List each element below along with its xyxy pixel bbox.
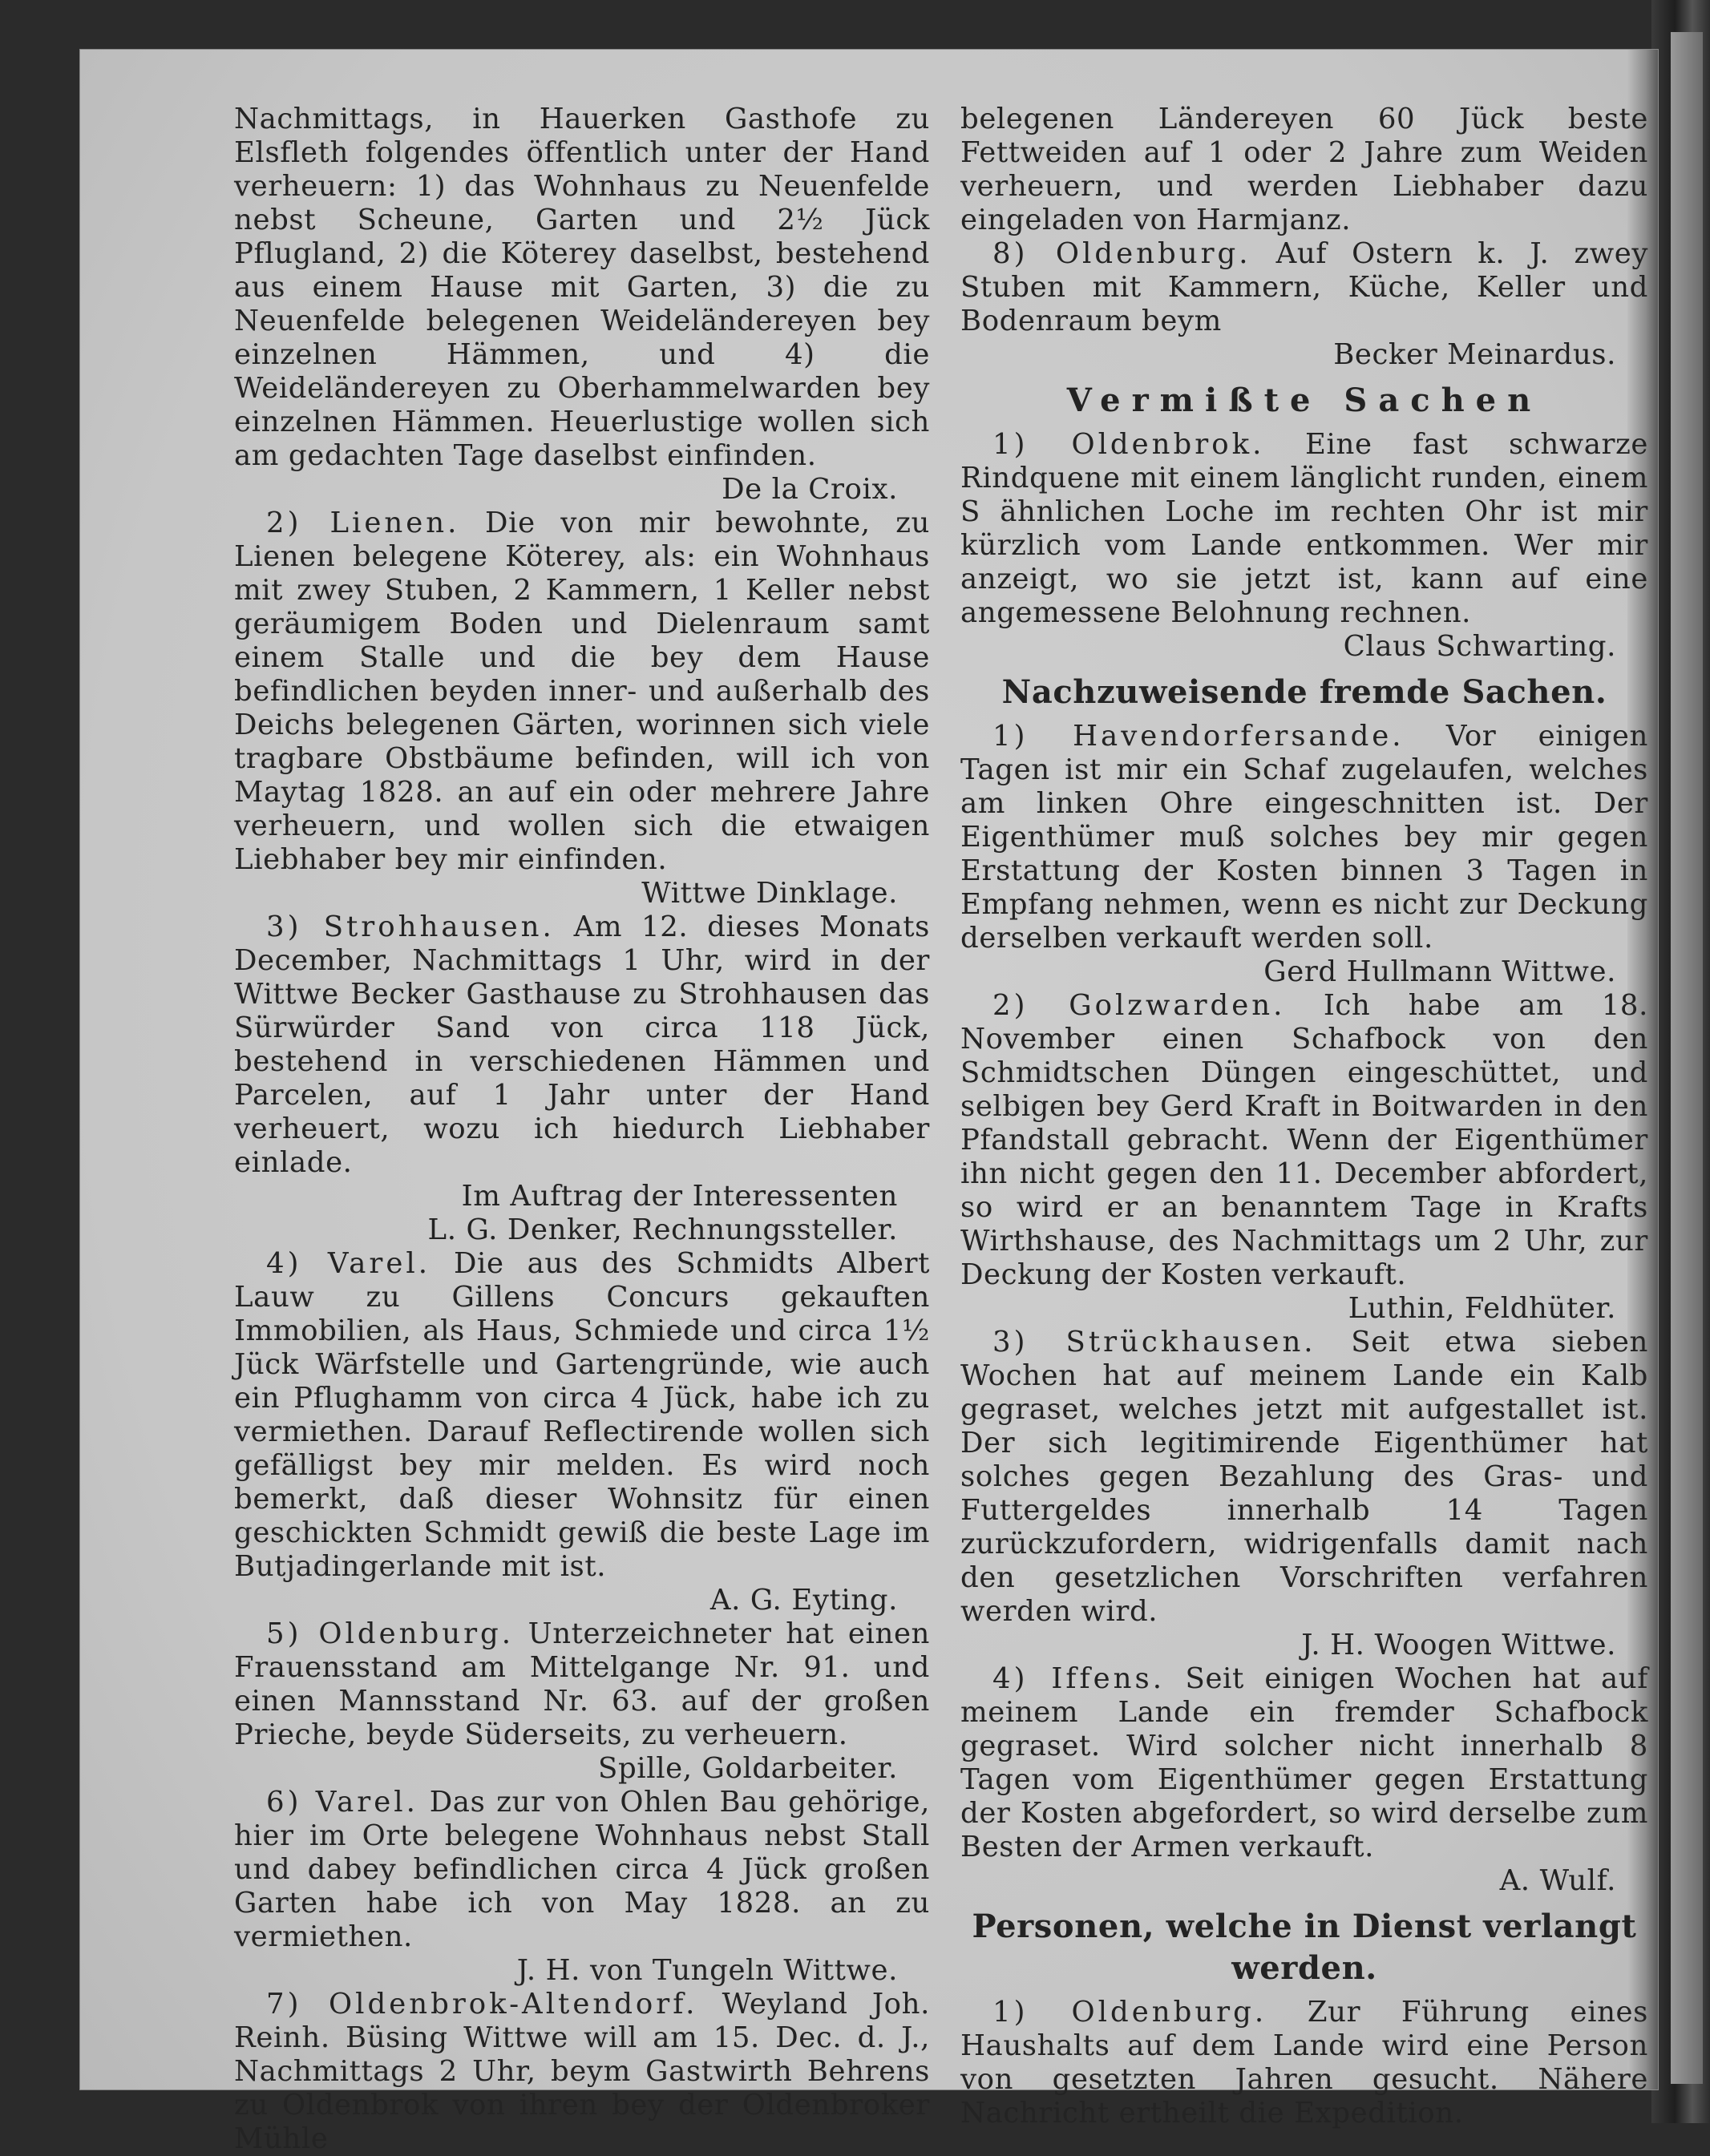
signature: Luthin, Feldhüter. xyxy=(1348,1292,1616,1325)
right-column xyxy=(960,103,1648,2130)
paragraph-text: Seit etwa sieben Wochen hat auf meinem Lande ein Kalb gegraset, welches jetzt mit aufgestallet ist. Der sich legitimirende Eigenthümer hat solches gegen Bezahlung des Gras- und Futtergeldes innerhalb 14 Tagen zurückzufordern, widrigenfalls damit nach den gesetzlichen Vorschriften verfahren werden wird. xyxy=(960,1326,1648,1628)
notice-paragraph xyxy=(234,507,930,877)
notice-paragraph xyxy=(960,720,1648,955)
paragraph-text: Ich habe am 18. November einen Schafbock von den Schmidtschen Düngen eingeschüttet, und selbigen bey Gerd Kraft in Boitwarden in den Pfandstall gebracht. Wenn der Eigenthümer ihn nicht gegen den 11. December abfordert, so wird er an benanntem Tage in Krafts Wirthshause, des Nachmittags um 2 Uhr, zur Deckung der Kosten verkauft. xyxy=(960,989,1648,1291)
paragraph-text: Weyland Joh. Reinh. Büsing Wittwe will am 15. Dec. d. J., Nachmittags 2 Uhr, beym Gastwirth Behrens zu Oldenbrok von ihren bey der Oldenbroker Mühle xyxy=(234,1988,930,2155)
place-name: 3) Strückhausen. xyxy=(992,1326,1316,1359)
signature: Im Auftrag der Interessenten xyxy=(461,1180,898,1213)
place-name: 1) Havendorfersande. xyxy=(992,720,1405,753)
notice-paragraph xyxy=(960,428,1648,630)
signature: J. H. Woogen Wittwe. xyxy=(1301,1629,1616,1661)
signature: Gerd Hullmann Wittwe. xyxy=(1263,955,1616,988)
signature: Wittwe Dinklage. xyxy=(641,877,898,910)
paragraph-text: Die von mir bewohnte, zu Lienen belegene Köterey, als: ein Wohnhaus mit zwey Stuben, 2 Kammern, 1 Keller nebst geräumigem Boden und Dielenraum samt einem Stalle und die bey dem Hause befindlichen beyden inner- und außerhalb des Deichs belegenen Gärten, worinnen sich viele tragbare Obstbäume befinden, will ich von Maytag 1828. an auf ein oder mehrere Jahre verheuern, und wollen sich die etwaigen Liebhaber bey mir einfinden. xyxy=(234,507,930,876)
left-column xyxy=(234,103,930,2156)
notice-paragraph xyxy=(960,1662,1648,1864)
notice-paragraph xyxy=(234,910,930,1180)
notice-paragraph xyxy=(234,103,930,473)
signature: De la Croix. xyxy=(722,473,898,506)
place-name: 1) Oldenbrok. xyxy=(992,428,1265,461)
notice-paragraph xyxy=(960,1996,1648,2130)
next-page-edge xyxy=(1671,32,1703,2084)
place-name: 3) Strohhausen. xyxy=(266,910,555,943)
paragraph-text: Zur Führung eines Haushalts auf dem Lande wird eine Person von gesetzten Jahren gesucht. Nähere Nachricht ertheilt die Expedition. xyxy=(960,1996,1648,2130)
section-heading: Personen, welche in Dienst verlangt werden. xyxy=(972,1908,1637,1987)
notice-paragraph xyxy=(960,103,1648,237)
signature: Spille, Goldarbeiter. xyxy=(598,1752,898,1785)
signature: Becker Meinardus. xyxy=(1333,338,1616,371)
section-heading: Vermißte Sachen xyxy=(1066,382,1542,419)
place-name: 2) Golzwarden. xyxy=(992,989,1286,1022)
signature: A. G. Eyting. xyxy=(709,1584,898,1617)
notice-paragraph xyxy=(960,1326,1648,1629)
notice-paragraph xyxy=(960,989,1648,1292)
place-name: 1) Oldenburg. xyxy=(992,1996,1267,2029)
notice-paragraph xyxy=(234,1786,930,1954)
paragraph-text: Seit einigen Wochen hat auf meinem Lande ein fremder Schafbock gegraset. Wird solcher nicht innerhalb 8 Tagen vom Eigenthümer gegen Erstattung der Kosten abgefordert, so wird derselbe zum Besten der Armen verkauft. xyxy=(960,1662,1648,1863)
notice-paragraph xyxy=(960,237,1648,338)
place-name: 6) Varel. xyxy=(266,1786,418,1819)
place-name: 8) Oldenburg. xyxy=(992,237,1251,270)
notice-paragraph xyxy=(234,1988,930,2156)
place-name: 5) Oldenburg. xyxy=(266,1617,515,1650)
paragraph-text: Vor einigen Tagen ist mir ein Schaf zugelaufen, welches am linken Ohre eingeschnitten ist. Der Eigenthümer muß solches bey mir gegen Erstattung der Kosten binnen 3 Tagen in Empfang nehmen, wenn es nicht zur Deckung derselben verkauft werden soll. xyxy=(960,720,1648,955)
paragraph-text: belegenen Ländereyen 60 Jück beste Fettweiden auf 1 oder 2 Jahre zum Weiden verheuern, und werden Liebhaber dazu eingeladen von Harmjanz. xyxy=(960,103,1648,236)
paragraph-text: Die aus des Schmidts Albert Lauw zu Gillens Concurs gekauften Immobilien, als Haus, Schmiede und circa 1½ Jück Wärfstelle und Gartengründe, wie auch ein Pflughamm von circa 4 Jück, habe ich zu vermiethen. Darauf Reflectirende wollen sich gefälligst bey mir melden. Es wird noch bemerkt, daß dieser Wohnsitz für einen geschickten Schmidt gewiß die beste Lage im Butjadingerlande mit ist. xyxy=(234,1247,930,1583)
section-heading: Nachzuweisende fremde Sachen. xyxy=(1001,673,1607,711)
signature: L. G. Denker, Rechnungssteller. xyxy=(427,1213,898,1246)
paragraph-text: Eine fast schwarze Rindquene mit einem länglicht runden, einem S ähnlichen Loche im rechten Ohr ist mir kürzlich vom Lande entkommen. Wer mir anzeigt, wo sie jetzt ist, kann auf eine angemessene Belohnung rechnen. xyxy=(960,428,1649,629)
place-name: 4) Varel. xyxy=(266,1247,431,1280)
notice-paragraph xyxy=(234,1617,930,1752)
place-name: 2) Lienen. xyxy=(266,507,460,539)
signature: J. H. von Tungeln Wittwe. xyxy=(516,1954,898,1987)
paragraph-text: Am 12. dieses Monats December, Nachmittags 1 Uhr, wird in der Wittwe Becker Gasthause zu Strohhausen das Sürwürder Sand von circa 118 Jück, bestehend in verschiedenen Hämmen und Parcelen, auf 1 Jahr unter der Hand verheuert, wozu ich hiedurch Liebhaber einlade. xyxy=(234,910,930,1179)
place-name: 4) Iffens. xyxy=(992,1662,1166,1695)
paragraph-text: Unterzeichneter hat einen Frauensstand am Mittelgange Nr. 91. und einen Mannsstand Nr. 63. auf der großen Prieche, beyde Süderseits, zu verheuern. xyxy=(234,1617,931,1751)
signature: Claus Schwarting. xyxy=(1343,630,1616,663)
paragraph-text: Nachmittags, in Hauerken Gasthofe zu Elsfleth folgendes öffentlich unter der Hand verheuern: 1) das Wohnhaus zu Neuenfelde nebst Scheune, Garten und 2½ Jück Pflugland, 2) die Köterey daselbst, bestehend aus einem Hause mit Garten, 3) die zu Neuenfelde belegenen Weideländereyen bey einzelnen Hämmen, und 4) die Weideländereyen zu Oberhammelwarden bey einzelnen Hämmen. Heuerlustige wollen sich am gedachten Tage daselbst einfinden. xyxy=(234,103,930,472)
paragraph-text: Auf Ostern k. J. zwey Stuben mit Kammern, Küche, Keller und Bodenraum beym xyxy=(960,237,1648,337)
signature: A. Wulf. xyxy=(1499,1864,1616,1897)
paragraph-text: Das zur von Ohlen Bau gehörige, hier im Orte belegene Wohnhaus nebst Stall und dabey befindlichen circa 4 Jück großen Garten habe ich von May 1828. an zu vermiethen. xyxy=(234,1786,930,1953)
notice-paragraph xyxy=(234,1247,930,1584)
place-name: 7) Oldenbrok-Altendorf. xyxy=(266,1988,698,2021)
